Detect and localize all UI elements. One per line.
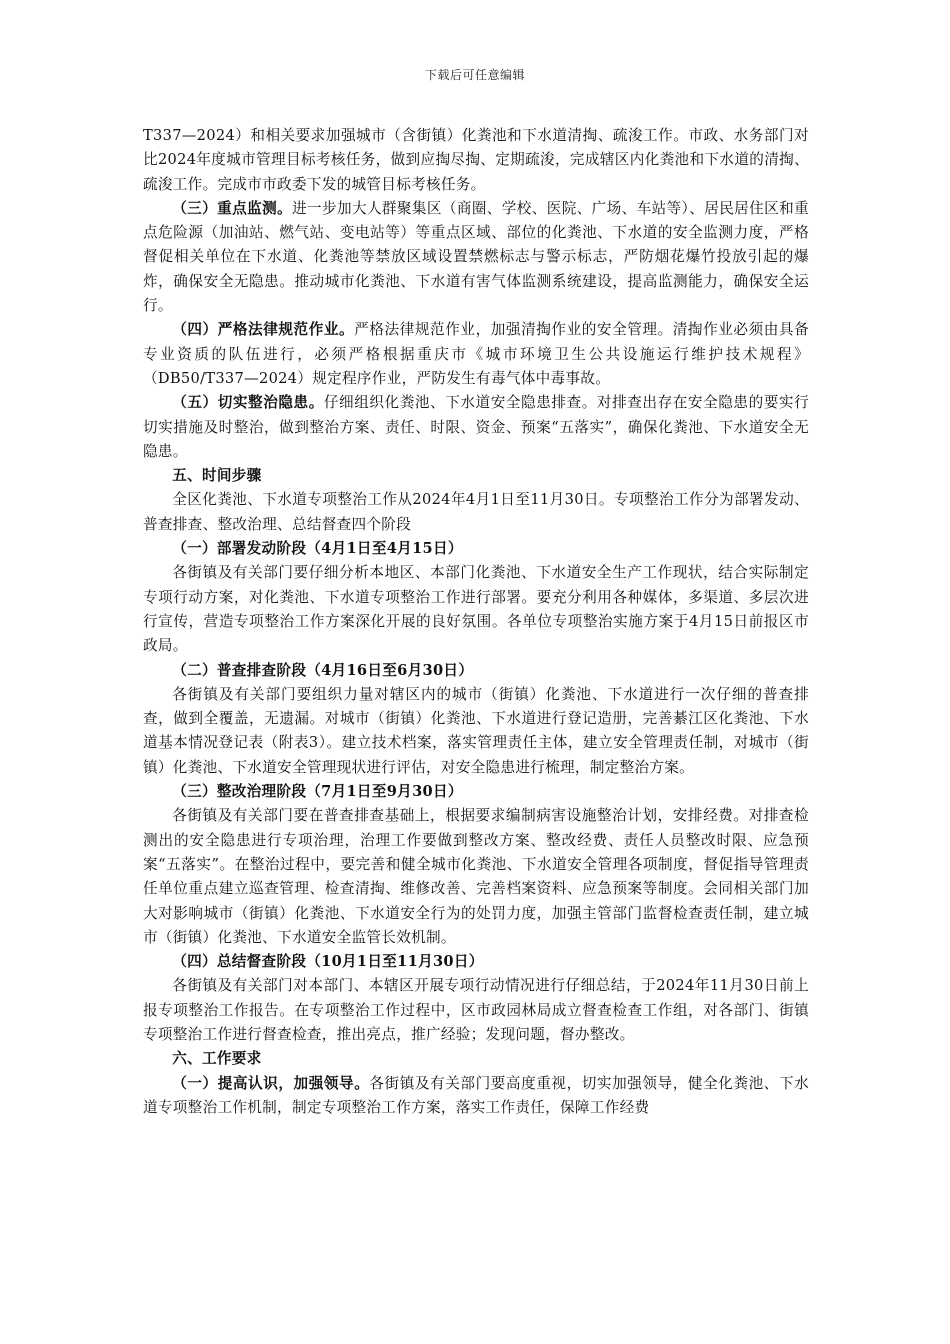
paragraph-text: 严格法律规范作业，加强清掏作业的安全管理。清掏作业必须由具备专业资质的队伍进行，必须严格根据重庆市《城市环境卫生公共设施运行维护技术规程》（DB50/T337—2024）规定程序作业，严防发生有毒气体中毒事故。 — [143, 321, 809, 387]
paragraph-rectify-hazards — [143, 391, 809, 464]
paragraph-continued — [143, 124, 809, 197]
document-body — [143, 124, 809, 1120]
page-header: 下载后可任意编辑 — [424, 68, 525, 82]
paragraph-standard-operation — [143, 318, 809, 391]
paragraph-text: 各街镇及有关部门要仔细分析本地区、本部门化粪池、下水道安全生产工作现状，结合实际制定专项行动方案，对化粪池、下水道专项整治工作进行部署。要充分利用各种媒体，多渠道、多层次进行宣传，营造专项整治工作方案深化开展的良好氛围。各单位专项整治实施方案于4月15日前报区市政局。 — [143, 564, 809, 655]
paragraph-lead: （四）严格法律规范作业。 — [172, 321, 355, 339]
subheading-phase-1 — [143, 537, 809, 561]
subheading-phase-3 — [143, 780, 809, 804]
paragraph-text: 各街镇及有关部门对本部门、本辖区开展专项行动情况进行仔细总结，于2024年11月30日前上报专项整治工作报告。在专项整治工作过程中，区市政园林局成立督查检查工作组，对各部门、街镇专项整治工作进行督查检查，推出亮点，推广经验；发现问题，督办整改。 — [143, 977, 809, 1043]
paragraph-lead: （三）重点监测。 — [172, 199, 293, 217]
paragraph-text: 各街镇及有关部门要高度重视，切实加强领导，健全化粪池、下水道专项整治工作机制，制定专项整治工作方案，落实工作责任，保障工作经费 — [143, 1074, 810, 1116]
paragraph-phase-4 — [143, 974, 809, 1047]
paragraph-lead: （五）切实整治隐患。 — [172, 394, 324, 412]
paragraph-text: 全区化粪池、下水道专项整治工作从2024年4月1日至11月30日。专项整治工作分为部署发动、普查排查、整改治理、总结督查四个阶段 — [143, 491, 809, 533]
paragraph-phase-3 — [143, 804, 809, 950]
paragraph-text: T337—2024）和相关要求加强城市（含街镇）化粪池和下水道清掏、疏浚工作。市政、水务部门对比2024年度城市管理目标考核任务，做到应掏尽掏、定期疏浚，完成辖区内化粪池和下水道的清掏、疏浚工作。完成市市政委下发的城管目标考核任务。 — [143, 127, 809, 193]
section-heading-requirements: 六、工作要求 — [172, 1050, 262, 1068]
subheading-phase-2 — [143, 659, 809, 683]
paragraph-text: 各街镇及有关部门要在普查排查基础上，根据要求编制病害设施整治计划，安排经费。对排查检测出的安全隐患进行专项治理，治理工作要做到整改方案、整改经费、责任人员整改时限、应急预案“五落实”。在整治过程中，要完善和健全城市化粪池、下水道安全管理各项制度，督促指导管理责任单位重点建立巡查管理、检查清掏、维修改善、完善档案资料、应急预案等制度。会同相关部门加大对影响城市（街镇）化粪池、下水道安全行为的处罚力度，加强主管部门监督检查责任制，建立城市（街镇）化粪池、下水道安全监管长效机制。 — [143, 807, 809, 946]
paragraph-lead: （一）提高认识，加强领导。 — [172, 1074, 370, 1092]
paragraph-text: 仔细组织化粪池、下水道安全隐患排查。对排查出存在安全隐患的要实行切实措施及时整治，做到整治方案、责任、时限、资金、预案“五落实”，确保化粪池、下水道安全无隐患。 — [143, 394, 809, 460]
section-heading-schedule: 五、时间步骤 — [172, 467, 262, 485]
paragraph-lead: （三）整改治理阶段（7月1日至9月30日） — [172, 783, 463, 801]
subheading-phase-4 — [143, 950, 809, 974]
paragraph-lead: （一）部署发动阶段（4月1日至4月15日） — [172, 540, 463, 558]
paragraph-text: 进一步加大人群聚集区（商圈、学校、医院、广场、车站等）、居民居住区和重点危险源（加油站、燃气站、变电站等）等重点区域、部位的化粪池、下水道的安全监测力度，严格督促相关单位在下水道、化粪池等禁放区域设置禁燃标志与警示标志，严防烟花爆竹投放引起的爆炸，确保安全无隐患。推动城市化粪池、下水道有害气体监测系统建设，提高监测能力，确保安全运行。 — [143, 199, 810, 315]
paragraph-lead: （四）总结督查阶段（10月1日至11月30日） — [172, 953, 484, 971]
paragraph-raise-awareness — [143, 1072, 809, 1121]
paragraph-key-monitoring — [143, 197, 809, 318]
paragraph-phase-1 — [143, 561, 809, 658]
paragraph-text: 各街镇及有关部门要组织力量对辖区内的城市（街镇）化粪池、下水道进行一次仔细的普查排查，做到全覆盖，无遗漏。对城市（街镇）化粪池、下水道进行登记造册，完善綦江区化粪池、下水道基本情况登记表（附表3）。建立技术档案，落实管理责任主体，建立安全管理责任制，对城市（街镇）化粪池、下水道安全管理现状进行评估，对安全隐患进行梳理，制定整治方案。 — [143, 685, 809, 776]
paragraph-schedule-overview — [143, 488, 809, 537]
paragraph-phase-2 — [143, 683, 809, 780]
paragraph-lead: （二）普查排查阶段（4月16日至6月30日） — [172, 661, 474, 679]
